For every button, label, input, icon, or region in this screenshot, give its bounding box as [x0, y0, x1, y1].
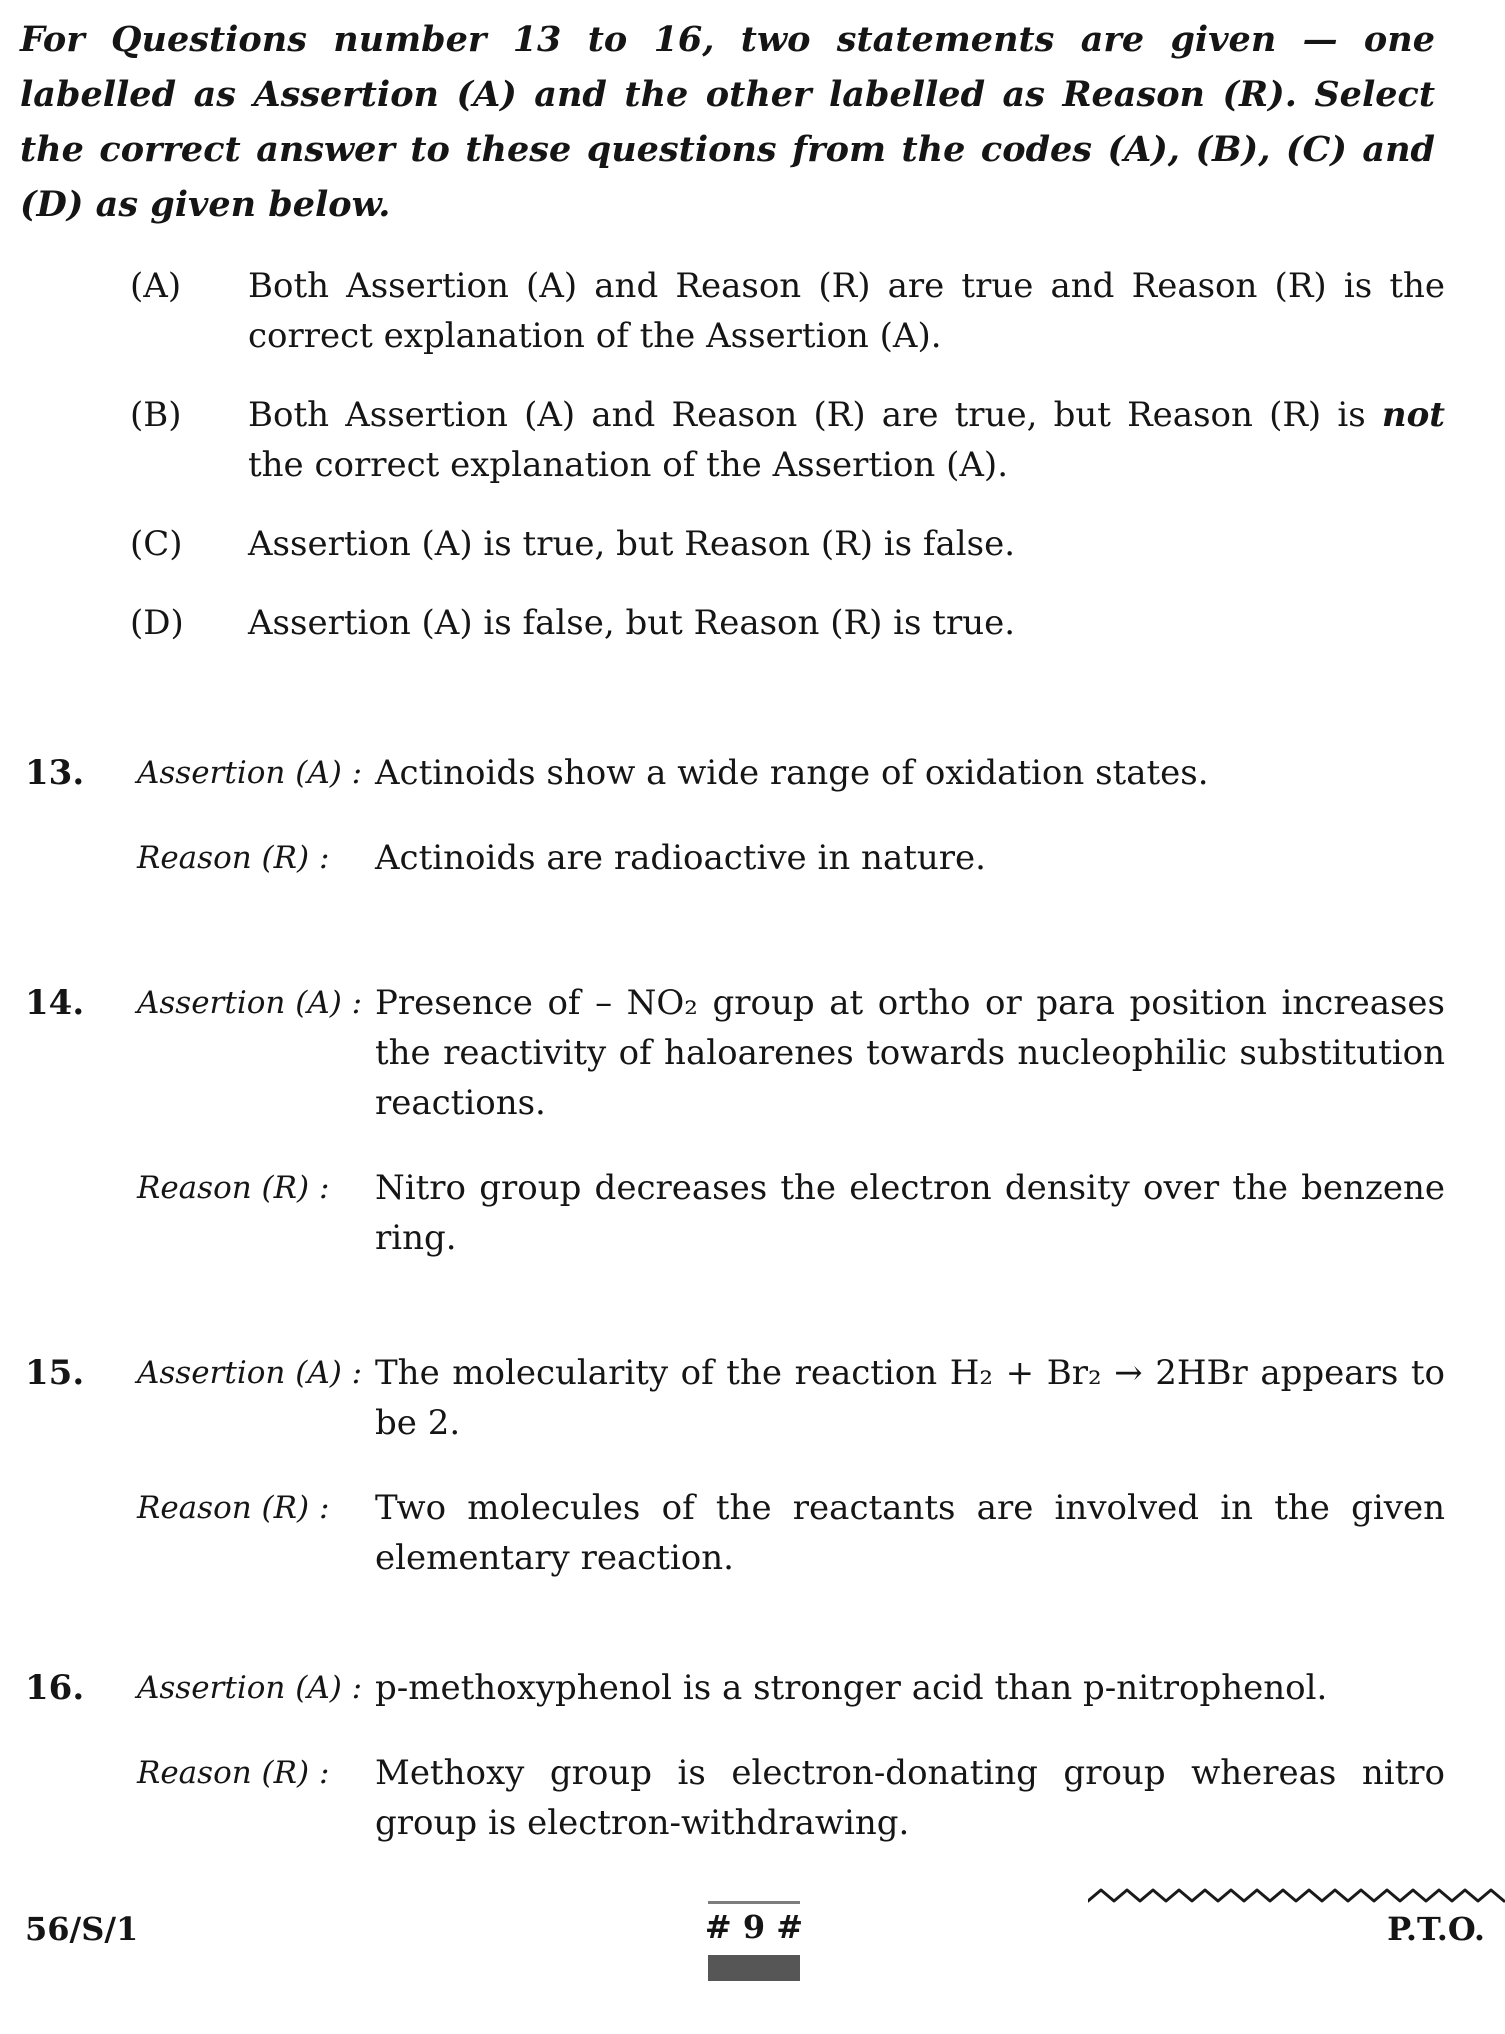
code-option-label: (C)	[130, 524, 183, 564]
answer-codes-list	[0, 261, 1505, 648]
reason-text: Methoxy group is electron-donating group whereas nitro group is electron-withdrawing.	[375, 1753, 1445, 1843]
assertion-row	[137, 1348, 1445, 1448]
assertion-text: The molecularity of the reaction H₂ + Br₂ → 2HBr appears to be 2.	[375, 1353, 1445, 1443]
reason-row	[137, 1748, 1445, 1848]
assertion-text: p-methoxyphenol is a stronger acid than p-nitrophenol.	[375, 1668, 1328, 1708]
question-body	[137, 1348, 1445, 1583]
reason-text: Two molecules of the reactants are involved in the given elementary reaction.	[375, 1488, 1445, 1578]
question-13	[25, 748, 1445, 883]
question-number: 14.	[25, 983, 85, 1023]
assertion-text: Presence of – NO₂ group at ortho or para position increases the reactivity of haloarenes towards nucleophilic substitution reactions.	[375, 983, 1445, 1123]
assertion-label: Assertion (A) :	[137, 985, 363, 1021]
assertion-label: Assertion (A) :	[137, 755, 363, 791]
reason-label: Reason (R) :	[137, 1490, 330, 1526]
reason-row	[137, 833, 1445, 883]
code-option-text: Assertion (A) is true, but Reason (R) is false.	[248, 524, 1016, 564]
question-number: 15.	[25, 1353, 85, 1393]
reason-label: Reason (R) :	[137, 1170, 330, 1206]
code-option-a	[130, 261, 1445, 361]
zigzag-line	[1088, 1884, 1505, 1908]
reason-label: Reason (R) :	[137, 1755, 330, 1791]
pto-label: P.T.O.	[1387, 1910, 1485, 1948]
code-option-text-before: Both Assertion (A) and Reason (R) are true, but Reason (R) is	[248, 395, 1382, 435]
question-body	[137, 978, 1445, 1263]
assertion-row	[137, 978, 1445, 1128]
question-16	[25, 1663, 1445, 1848]
code-option-text-after: the correct explanation of the Assertion (A).	[248, 445, 1009, 485]
code-option-text: Both Assertion (A) and Reason (R) are true and Reason (R) is the correct explanation of the Assertion (A).	[248, 266, 1445, 356]
instruction-paragraph: For Questions number 13 to 16, two statements are given — one labelled as Assertion (A) and the other labelled as Reason (R). Select the correct answer to these questions from the codes (A), (B), (C) and (D) as given below.	[20, 19, 1435, 225]
code-option-text: Assertion (A) is false, but Reason (R) is true.	[248, 603, 1016, 643]
assertion-label: Assertion (A) :	[137, 1670, 363, 1706]
code-option-label: (B)	[130, 395, 182, 435]
assertion-label: Assertion (A) :	[137, 1355, 363, 1391]
code-option-b	[130, 390, 1445, 490]
assertion-row	[137, 748, 1445, 798]
question-number: 16.	[25, 1668, 85, 1708]
code-option-text-emphasis: not	[1381, 395, 1445, 435]
reason-row	[137, 1163, 1445, 1263]
reason-text: Actinoids are radioactive in nature.	[375, 838, 986, 878]
question-body	[137, 748, 1445, 883]
redaction-block	[708, 1955, 800, 1981]
page-number: # 9 #	[704, 1908, 804, 1946]
code-option-c	[130, 519, 1445, 569]
question-14	[25, 978, 1445, 1263]
assertion-text: Actinoids show a wide range of oxidation states.	[375, 753, 1209, 793]
separator-line	[708, 1901, 800, 1904]
code-option-d	[130, 598, 1445, 648]
reason-text: Nitro group decreases the electron density over the benzene ring.	[375, 1168, 1445, 1258]
reason-row	[137, 1483, 1445, 1583]
code-option-label: (A)	[130, 266, 182, 306]
reason-label: Reason (R) :	[137, 840, 330, 876]
code-option-text	[248, 390, 1445, 490]
question-body	[137, 1663, 1445, 1848]
question-number: 13.	[25, 753, 85, 793]
paper-code: 56/S/1	[25, 1910, 139, 1948]
assertion-row	[137, 1663, 1445, 1713]
code-option-label: (D)	[130, 603, 184, 643]
question-15	[25, 1348, 1445, 1583]
